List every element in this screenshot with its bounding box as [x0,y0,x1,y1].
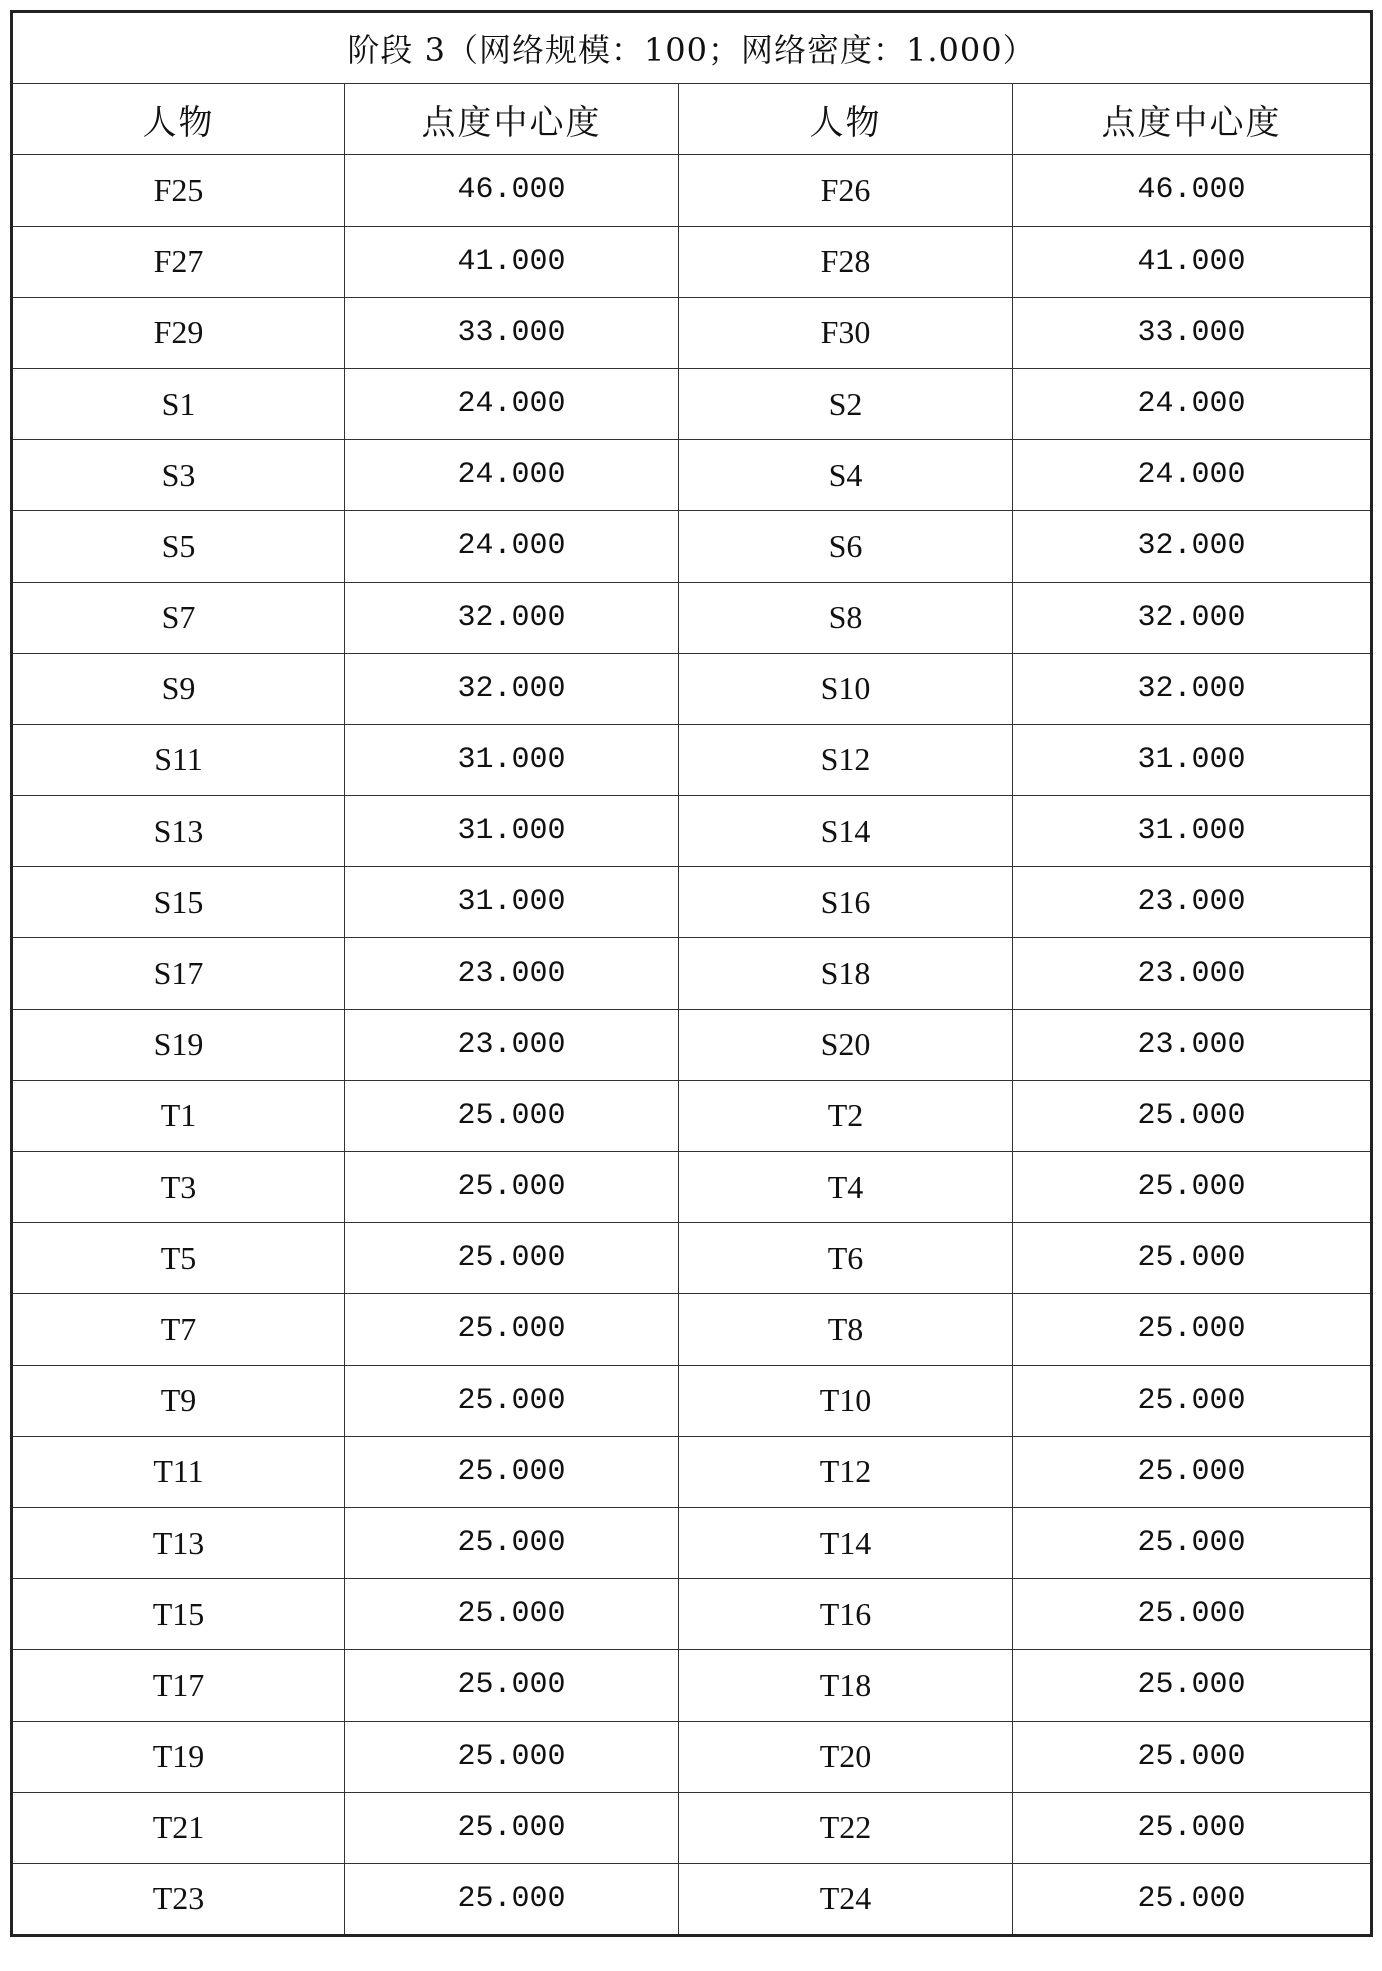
person-cell: T17 [12,1650,345,1721]
table-row [12,1863,1372,1935]
header-degree-2: 点度中心度 [1013,84,1372,155]
degree-cell: 31.000 [345,867,679,938]
table-row [12,938,1372,1009]
header-degree-1: 点度中心度 [345,84,679,155]
person-cell: S2 [679,368,1013,439]
person-cell: T3 [12,1152,345,1223]
degree-cell: 25.000 [1013,1792,1372,1863]
person-cell: T10 [679,1365,1013,1436]
person-cell: S7 [12,582,345,653]
degree-cell: 25.000 [1013,1863,1372,1935]
degree-cell: 25.000 [1013,1365,1372,1436]
table-row [12,582,1372,653]
person-cell: T15 [12,1579,345,1650]
degree-cell: 46.000 [1013,155,1372,226]
table-row [12,1009,1372,1080]
degree-cell: 25.000 [1013,1721,1372,1792]
person-cell: F28 [679,226,1013,297]
person-cell: T6 [679,1223,1013,1294]
person-cell: S10 [679,653,1013,724]
table-row [12,368,1372,439]
degree-cell: 25.000 [345,1650,679,1721]
table-caption: 阶段 3（网络规模：100；网络密度：1.000） [12,12,1372,84]
person-cell: T24 [679,1863,1013,1935]
table-row [12,1721,1372,1792]
person-cell: T13 [12,1507,345,1578]
table-row [12,1579,1372,1650]
degree-cell: 32.000 [345,582,679,653]
person-cell: S14 [679,796,1013,867]
person-cell: S20 [679,1009,1013,1080]
table-row [12,440,1372,511]
person-cell: S5 [12,511,345,582]
table-row [12,1365,1372,1436]
person-cell: S8 [679,582,1013,653]
person-cell: T16 [679,1579,1013,1650]
person-cell: F25 [12,155,345,226]
person-cell: S4 [679,440,1013,511]
degree-cell: 23.000 [345,938,679,1009]
person-cell: F29 [12,297,345,368]
degree-cell: 32.000 [1013,511,1372,582]
person-cell: T20 [679,1721,1013,1792]
degree-cell: 25.000 [345,1579,679,1650]
centrality-table-container [10,10,1370,1937]
person-cell: T2 [679,1080,1013,1151]
degree-cell: 24.000 [1013,368,1372,439]
person-cell: T1 [12,1080,345,1151]
header-person-1: 人物 [12,84,345,155]
person-cell: T23 [12,1863,345,1935]
person-cell: S3 [12,440,345,511]
degree-cell: 31.000 [345,796,679,867]
degree-cell: 25.000 [1013,1152,1372,1223]
person-cell: F26 [679,155,1013,226]
person-cell: S15 [12,867,345,938]
degree-cell: 25.000 [1013,1223,1372,1294]
table-row [12,1650,1372,1721]
degree-cell: 25.000 [1013,1650,1372,1721]
degree-cell: 25.000 [345,1863,679,1935]
header-person-2: 人物 [679,84,1013,155]
degree-cell: 25.000 [1013,1080,1372,1151]
table-row [12,1507,1372,1578]
table-row [12,653,1372,724]
degree-cell: 25.000 [1013,1436,1372,1507]
person-cell: T21 [12,1792,345,1863]
degree-cell: 25.000 [345,1365,679,1436]
person-cell: T7 [12,1294,345,1365]
person-cell: T18 [679,1650,1013,1721]
degree-cell: 25.000 [1013,1294,1372,1365]
person-cell: F27 [12,226,345,297]
table-row [12,724,1372,795]
table-row [12,1080,1372,1151]
degree-cell: 25.000 [345,1721,679,1792]
degree-cell: 31.000 [1013,724,1372,795]
degree-cell: 32.000 [1013,582,1372,653]
degree-cell: 25.000 [345,1223,679,1294]
person-cell: T5 [12,1223,345,1294]
table-row [12,511,1372,582]
degree-cell: 46.000 [345,155,679,226]
degree-cell: 25.000 [345,1507,679,1578]
table-row [12,1294,1372,1365]
degree-cell: 23.000 [1013,938,1372,1009]
person-cell: T11 [12,1436,345,1507]
degree-cell: 41.000 [345,226,679,297]
person-cell: T4 [679,1152,1013,1223]
degree-cell: 23.000 [1013,1009,1372,1080]
table-row [12,155,1372,226]
degree-cell: 24.000 [345,511,679,582]
person-cell: S19 [12,1009,345,1080]
table-row [12,1152,1372,1223]
table-row [12,867,1372,938]
person-cell: T8 [679,1294,1013,1365]
person-cell: S9 [12,653,345,724]
degree-cell: 25.000 [1013,1579,1372,1650]
table-row [12,1436,1372,1507]
person-cell: S13 [12,796,345,867]
person-cell: S18 [679,938,1013,1009]
degree-cell: 41.000 [1013,226,1372,297]
degree-cell: 25.000 [345,1152,679,1223]
table-body [12,155,1372,1936]
degree-cell: 25.000 [345,1294,679,1365]
degree-cell: 25.000 [1013,1507,1372,1578]
degree-cell: 33.000 [1013,297,1372,368]
degree-cell: 32.000 [1013,653,1372,724]
person-cell: F30 [679,297,1013,368]
degree-cell: 24.000 [345,440,679,511]
degree-cell: 23.000 [1013,867,1372,938]
person-cell: S1 [12,368,345,439]
person-cell: S11 [12,724,345,795]
person-cell: T14 [679,1507,1013,1578]
header-row [12,84,1372,155]
degree-cell: 24.000 [1013,440,1372,511]
degree-cell: 31.000 [1013,796,1372,867]
degree-cell: 32.000 [345,653,679,724]
table-row [12,1792,1372,1863]
person-cell: T19 [12,1721,345,1792]
centrality-table [10,10,1373,1937]
person-cell: S16 [679,867,1013,938]
degree-cell: 23.000 [345,1009,679,1080]
degree-cell: 25.000 [345,1792,679,1863]
person-cell: S6 [679,511,1013,582]
degree-cell: 25.000 [345,1436,679,1507]
degree-cell: 25.000 [345,1080,679,1151]
person-cell: S12 [679,724,1013,795]
table-row [12,796,1372,867]
person-cell: T22 [679,1792,1013,1863]
table-row [12,1223,1372,1294]
degree-cell: 33.000 [345,297,679,368]
table-row [12,297,1372,368]
person-cell: T9 [12,1365,345,1436]
person-cell: T12 [679,1436,1013,1507]
caption-row [12,12,1372,84]
table-row [12,226,1372,297]
person-cell: S17 [12,938,345,1009]
degree-cell: 31.000 [345,724,679,795]
degree-cell: 24.000 [345,368,679,439]
